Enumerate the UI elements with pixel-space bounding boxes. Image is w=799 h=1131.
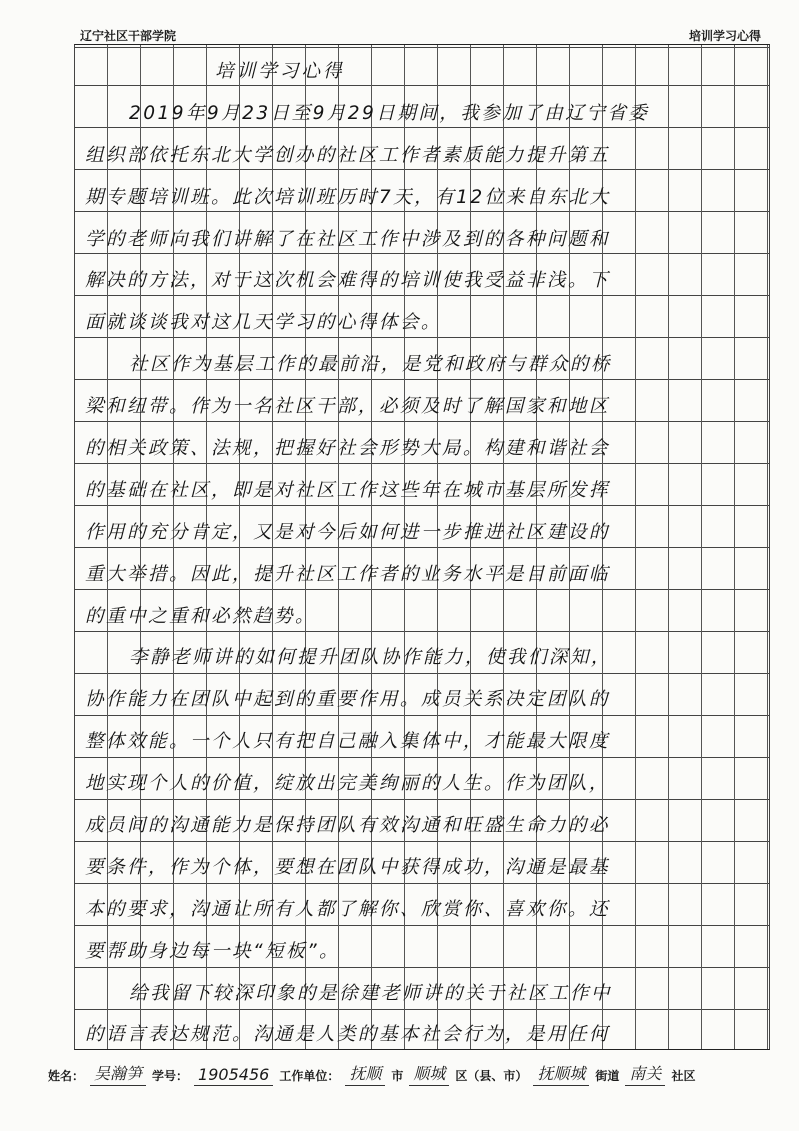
city-label: 市 bbox=[391, 1069, 404, 1083]
essay-line: 给我留下较深印象的是徐建老师讲的关于社区工作中 bbox=[129, 982, 612, 1004]
essay-line: 期专题培训班。此次培训班历时7天，有12位来自东北大 bbox=[85, 186, 611, 208]
student-id-value: 1905456 bbox=[194, 1065, 273, 1086]
community-value: 南关 bbox=[625, 1061, 665, 1086]
essay-line: 成员间的沟通能力是保持团队有效沟通和旺盛生命力的必 bbox=[85, 815, 610, 837]
essay-line: 的基础在社区，即是对社区工作这些年在城市基层所发挥 bbox=[85, 479, 610, 501]
essay-line: 作用的充分肯定，又是对今后如何进一步推进社区建设的 bbox=[85, 521, 610, 543]
essay-line: 要条件，作为个体，要想在团队中获得成功，沟通是最基 bbox=[85, 856, 610, 878]
name-value: 吴瀚笋 bbox=[90, 1061, 146, 1086]
essay-line: 的语言表达规范。沟通是人类的基本社会行为，是用任何 bbox=[85, 1024, 610, 1046]
essay-line: 地实现个人的价值，绽放出完美绚丽的人生。作为团队， bbox=[85, 773, 610, 795]
essay-body bbox=[75, 45, 769, 1050]
essay-line: 面就谈谈我对这几天学习的心得体会。 bbox=[85, 312, 442, 334]
street-value: 抚顺城 bbox=[533, 1061, 589, 1086]
essay-line: 重大举措。因此，提升社区工作者的业务水平是目前面临 bbox=[85, 563, 610, 585]
essay-line: 组织部依托东北大学创办的社区工作者素质能力提升第五 bbox=[85, 144, 610, 166]
community-label: 社区 bbox=[671, 1069, 696, 1083]
essay-line: 的相关政策、法规，把握好社会形势大局。构建和谐社会 bbox=[85, 438, 610, 460]
workplace-label: 工作单位： bbox=[279, 1069, 340, 1083]
document-type: 培训学习心得 bbox=[688, 28, 761, 43]
page-footer bbox=[48, 1058, 761, 1086]
essay-line: 的重中之重和必然趋势。 bbox=[85, 605, 316, 627]
essay-line: 李静老师讲的如何提升团队协作能力，使我们深知， bbox=[129, 647, 612, 669]
essay-line: 梁和纽带。作为一名社区干部，必须及时了解国家和地区 bbox=[85, 396, 610, 418]
essay-line: 社区作为基层工作的最前沿，是党和政府与群众的桥 bbox=[129, 354, 612, 376]
institute-name: 辽宁社区干部学院 bbox=[80, 28, 177, 43]
city-value: 抚顺 bbox=[345, 1061, 385, 1086]
name-label: 姓名： bbox=[48, 1069, 85, 1083]
page-header bbox=[80, 24, 761, 46]
essay-line: 解决的方法，对于这次机会难得的培训使我受益非浅。下 bbox=[85, 270, 610, 292]
manuscript-grid-paper bbox=[74, 44, 770, 1050]
district-label: 区（县、市） bbox=[455, 1069, 528, 1083]
essay-line: 学的老师向我们讲解了在社区工作中涉及到的各种问题和 bbox=[85, 228, 610, 250]
essay-line: 整体效能。一个人只有把自己融入集体中，才能最大限度 bbox=[85, 731, 610, 753]
essay-line: 2019年9月23日至9月29日期间，我参加了由辽宁省委 bbox=[129, 102, 650, 124]
essay-line: 要帮助身边每一块“短板”。 bbox=[85, 940, 340, 962]
district-value: 顺城 bbox=[409, 1061, 449, 1086]
student-id-label: 学号： bbox=[152, 1069, 189, 1083]
essay-line: 协作能力在团队中起到的重要作用。成员关系决定团队的 bbox=[85, 689, 610, 711]
essay-title: 培训学习心得 bbox=[215, 61, 345, 82]
essay-line: 本的要求，沟通让所有人都了解你、欣赏你、喜欢你。还 bbox=[85, 898, 610, 920]
street-label: 街道 bbox=[595, 1069, 620, 1083]
